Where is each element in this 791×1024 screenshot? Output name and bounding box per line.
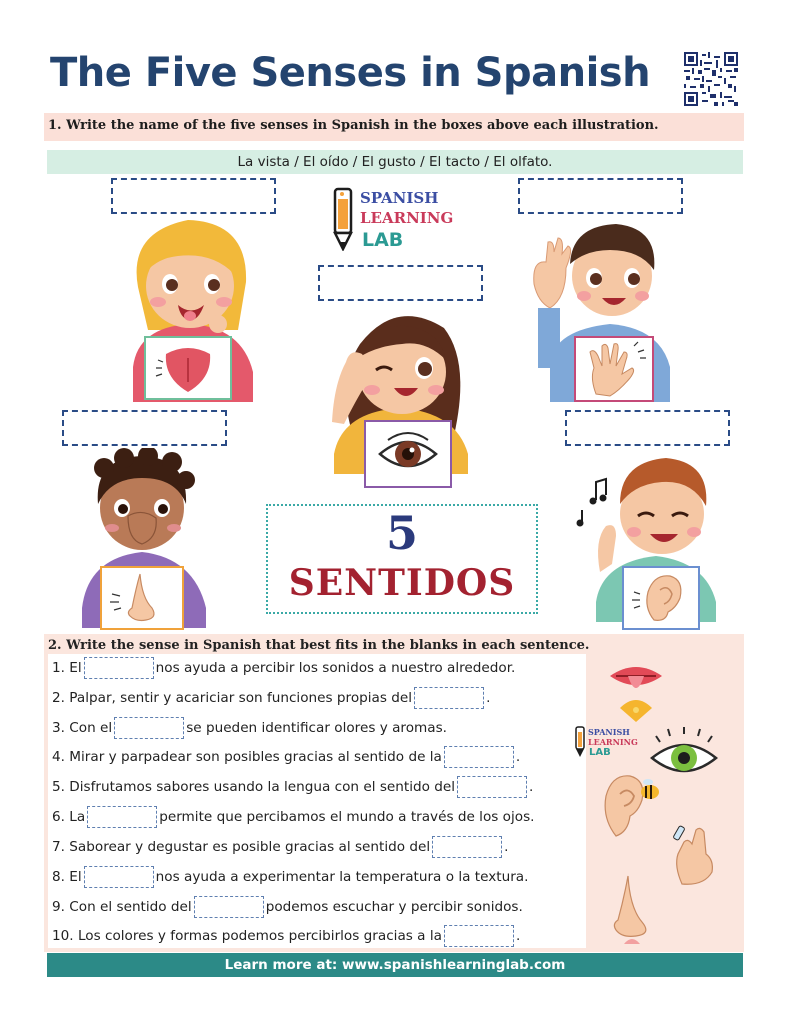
sentence-text: permite que percibamos el mundo a través de los ojos. bbox=[159, 809, 535, 825]
sentence-4 bbox=[52, 745, 520, 769]
blank-4[interactable] bbox=[444, 746, 514, 768]
sentence-text: . bbox=[515, 928, 521, 944]
small-logo-line-1: SPANISH bbox=[588, 727, 630, 737]
sentence-text: 9. Con el sentido del bbox=[52, 899, 192, 915]
blank-3[interactable] bbox=[114, 717, 184, 739]
sentence-3 bbox=[52, 716, 447, 740]
blank-6[interactable] bbox=[87, 806, 157, 828]
nose-icon bbox=[102, 568, 182, 628]
sentence-text: 10. Los colores y formas podemos percibirlos gracias a la bbox=[52, 928, 442, 944]
badge-word: SENTIDOS bbox=[288, 562, 516, 604]
sentence-text: 6. La bbox=[52, 809, 86, 825]
tongue-card bbox=[144, 336, 232, 400]
blank-8[interactable] bbox=[84, 866, 154, 888]
sentence-text: . bbox=[529, 779, 534, 795]
nose-small-icon bbox=[608, 872, 656, 952]
blank-10[interactable] bbox=[444, 925, 514, 947]
mouth-icon bbox=[606, 656, 666, 726]
instruction-1: 1. Write the name of the five senses in Spanish in the boxes above each illustration. bbox=[48, 118, 659, 133]
blank-7[interactable] bbox=[432, 836, 502, 858]
sentence-text: nos ayuda a percibir los sonidos a nuestro alrededor. bbox=[155, 660, 516, 676]
small-logo-line-2: LEARNING bbox=[588, 737, 638, 747]
hand-icon bbox=[576, 338, 652, 400]
word-bank: La vista / El oído / El gusto / El tacto / El olfato. bbox=[47, 150, 743, 174]
badge-number: 5 bbox=[385, 506, 418, 560]
sentence-5 bbox=[52, 775, 533, 799]
answer-box-mid-right[interactable] bbox=[565, 410, 730, 446]
sentidos-badge bbox=[266, 504, 538, 614]
eye-icon bbox=[366, 422, 450, 486]
spanish-learning-lab-logo bbox=[328, 183, 478, 253]
touch-hand-icon bbox=[668, 820, 724, 890]
page-title: The Five Senses in Spanish bbox=[50, 50, 651, 96]
sentence-text: 8. El bbox=[52, 869, 82, 885]
sentence-6 bbox=[52, 805, 535, 829]
sentence-text: podemos escuchar y percibir sonidos. bbox=[265, 899, 523, 915]
sentence-text: 5. Disfrutamos sabores usando la lengua con el sentido del bbox=[52, 779, 456, 795]
sentence-text: 7. Saborear y degustar es posible gracias al sentido del bbox=[52, 839, 431, 855]
sentence-text: se pueden identificar olores y aromas. bbox=[186, 720, 448, 736]
answer-box-mid-left[interactable] bbox=[62, 410, 227, 446]
ear-bee-icon bbox=[598, 770, 662, 842]
blank-2[interactable] bbox=[414, 687, 484, 709]
ear-icon bbox=[624, 568, 698, 628]
ear-card bbox=[622, 566, 700, 630]
sentence-list bbox=[48, 654, 586, 948]
blank-1[interactable] bbox=[84, 657, 154, 679]
pencil-icon bbox=[574, 726, 586, 758]
answer-box-center[interactable] bbox=[318, 265, 483, 301]
sentence-10 bbox=[52, 924, 520, 948]
sentence-text: . bbox=[504, 839, 509, 855]
sentence-2 bbox=[52, 686, 490, 710]
sentence-8 bbox=[52, 865, 528, 889]
blank-9[interactable] bbox=[194, 896, 264, 918]
footer-banner: Learn more at: www.spanishlearninglab.com bbox=[47, 953, 743, 977]
qr-code-icon bbox=[684, 52, 738, 106]
answer-box-top-left[interactable] bbox=[111, 178, 276, 214]
hand-card bbox=[574, 336, 654, 402]
sentence-9 bbox=[52, 895, 523, 919]
small-logo bbox=[574, 726, 644, 760]
answer-box-top-right[interactable] bbox=[518, 178, 683, 214]
instruction-2: 2. Write the sense in Spanish that best fits in the blanks in each sentence. bbox=[48, 638, 590, 653]
instruction-1-band bbox=[44, 113, 744, 141]
small-logo-line-3: LAB bbox=[589, 747, 611, 758]
logo-line-3: LAB bbox=[362, 229, 404, 251]
nose-card bbox=[100, 566, 184, 630]
sentence-text: 1. El bbox=[52, 660, 82, 676]
sentence-7 bbox=[52, 835, 509, 859]
sentence-text: 2. Palpar, sentir y acariciar son funciones propias del bbox=[52, 690, 413, 706]
sentence-text: 3. Con el bbox=[52, 720, 113, 736]
logo-line-2: LEARNING bbox=[360, 209, 454, 227]
sentence-text: nos ayuda a experimentar la temperatura o la textura. bbox=[155, 869, 529, 885]
sentence-text: . bbox=[486, 690, 491, 706]
blank-5[interactable] bbox=[457, 776, 527, 798]
sentence-1 bbox=[52, 656, 515, 680]
sentence-text: . bbox=[515, 749, 521, 765]
logo-line-1: SPANISH bbox=[360, 189, 439, 207]
sentence-text: 4. Mirar y parpadear son posibles gracias al sentido de la bbox=[52, 749, 442, 765]
pencil-icon bbox=[328, 185, 358, 251]
tongue-icon bbox=[146, 338, 230, 398]
eye-card bbox=[364, 420, 452, 488]
